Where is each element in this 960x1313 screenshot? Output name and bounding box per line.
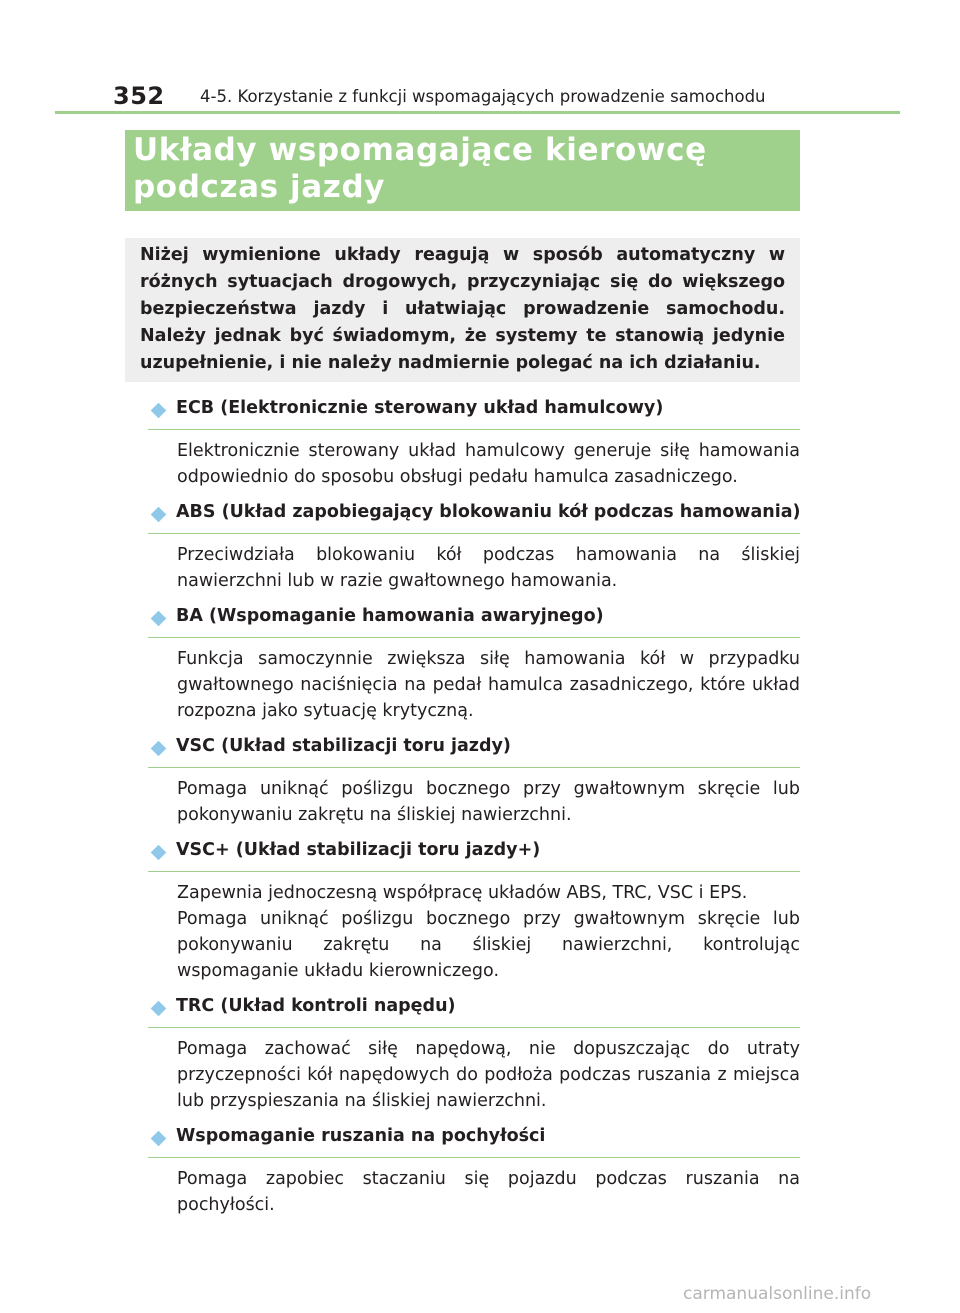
page-number: 352 [113,82,165,110]
section-paragraph: Pomaga zapobiec staczaniu się pojazdu podczas ruszania na pochyłości. [177,1169,800,1215]
section-heading-text: Wspomaganie ruszania na pochyłości [176,1126,546,1146]
section-paragraph: Elektronicznie sterowany układ hamulcowy generuje siłę hamowania odpowiednio do sposobu obsługi pedału hamulca zasadniczego. [177,441,800,487]
section-heading-text: VSC (Układ stabilizacji toru jazdy) [176,736,511,756]
page-header [0,0,960,115]
intro-box [125,238,800,382]
diamond-bullet-icon [151,507,167,523]
system-section [148,1124,800,1218]
section-paragraph: Zapewnia jednoczesną współpracę układów ABS, TRC, VSC i EPS. [177,883,748,903]
system-section [148,500,800,594]
watermark: carmanualsonline.info [683,1284,872,1304]
intro-text: Niżej wymienione układy reagują w sposób automatyczny w różnych sytuacjach drogowych, przyczyniając się do większego bezpieczeństwa jazdy i ułatwiając prowadzenie samochodu. Należy jednak być świadomym, że systemy te stanowią jedynie uzupełnienie, i nie należy nadmiernie polegać na ich działaniu. [140,245,785,373]
section-heading-text: ECB (Elektronicznie sterowany układ hamulcowy) [176,398,664,418]
diamond-bullet-icon [151,611,167,627]
section-body [177,880,800,984]
systems-list [148,396,800,1228]
chapter-title: 4-5. Korzystanie z funkcji wspomagających prowadzenie samochodu [200,87,766,106]
section-paragraph: Pomaga uniknąć poślizgu bocznego przy gwałtownym skręcie lub pokonywaniu zakrętu na śliskiej nawierzchni, kontrolując wspomaganie układu kierowniczego. [177,909,800,981]
page-title: Układy wspomagające kierowcę podczas jazdy [133,132,707,205]
section-heading [148,734,800,768]
diamond-bullet-icon [151,741,167,757]
system-section [148,838,800,984]
section-heading-text: BA (Wspomaganie hamowania awaryjnego) [176,606,604,626]
system-section [148,734,800,828]
section-heading-text: ABS (Układ zapobiegający blokowaniu kół podczas hamowania) [176,502,801,522]
section-paragraph: Funkcja samoczynnie zwiększa siłę hamowania kół w przypadku gwałtownego naciśnięcia na pedał hamulca zasadniczego, które układ rozpozna jako sytuację krytyczną. [177,649,800,721]
section-body [177,1166,800,1218]
section-body [177,438,800,490]
diamond-bullet-icon [151,1131,167,1147]
section-paragraph: Pomaga uniknąć poślizgu bocznego przy gwałtownym skręcie lub pokonywaniu zakrętu na śliskiej nawierzchni. [177,779,800,825]
diamond-bullet-icon [151,1001,167,1017]
diamond-bullet-icon [151,403,167,419]
section-heading [148,396,800,430]
section-paragraph: Przeciwdziała blokowaniu kół podczas hamowania na śliskiej nawierzchni lub w razie gwałtownego hamowania. [177,545,800,591]
system-section [148,604,800,724]
section-heading [148,500,800,534]
section-heading [148,604,800,638]
system-section [148,994,800,1114]
section-heading-text: TRC (Układ kontroli napędu) [176,996,456,1016]
system-section [148,396,800,490]
section-heading [148,994,800,1028]
section-body [177,1036,800,1114]
section-heading-text: VSC+ (Układ stabilizacji toru jazdy+) [176,840,541,860]
header-divider [55,111,900,114]
section-body [177,646,800,724]
section-paragraph: Pomaga zachować siłę napędową, nie dopuszczając do utraty przyczepności kół napędowych do podłoża podczas ruszania z miejsca lub przyspieszania na śliskiej nawierzchni. [177,1039,800,1111]
diamond-bullet-icon [151,845,167,861]
page-title-band [125,130,800,211]
section-body [177,542,800,594]
section-heading [148,838,800,872]
section-heading [148,1124,800,1158]
section-body [177,776,800,828]
